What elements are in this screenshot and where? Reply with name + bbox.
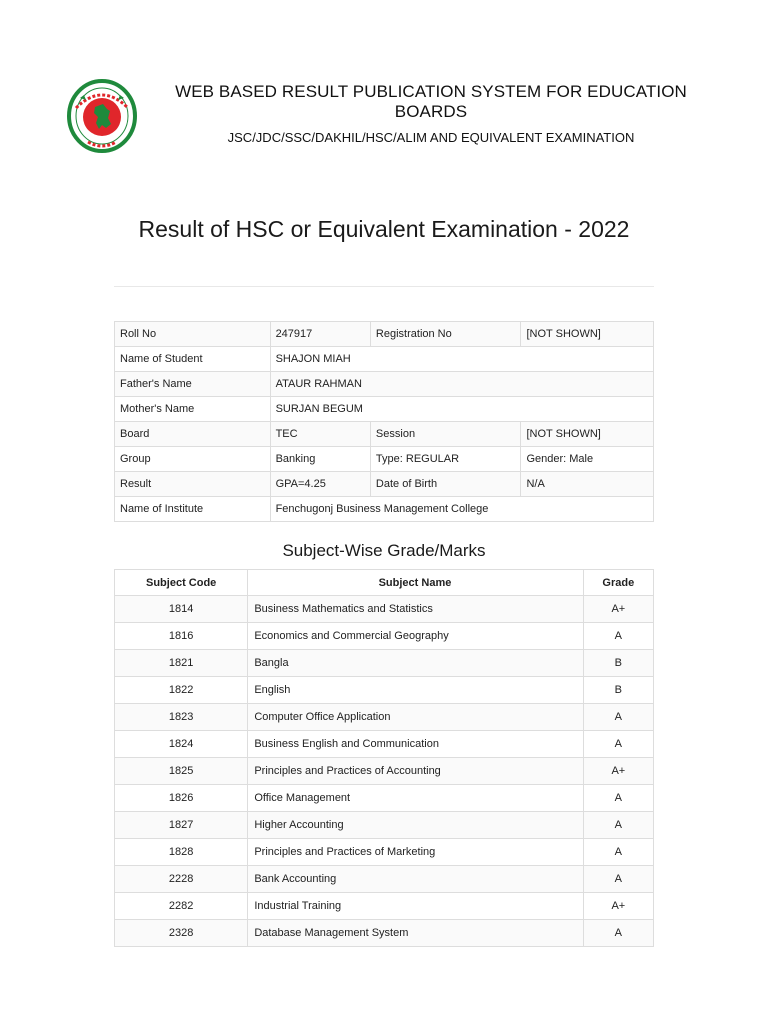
subject-grade: A: [583, 812, 653, 839]
subject-name: Principles and Practices of Marketing: [248, 839, 583, 866]
header-titles: [146, 82, 716, 146]
institute-label: Name of Institute: [115, 497, 271, 522]
father-name-value: ATAUR RAHMAN: [270, 372, 653, 397]
info-row-institute: [115, 497, 654, 522]
table-row: [115, 785, 654, 812]
subject-name: Business Mathematics and Statistics: [248, 596, 583, 623]
header-grade: Grade: [583, 570, 653, 596]
table-row: [115, 596, 654, 623]
subject-grade: A+: [583, 596, 653, 623]
subject-code: 2228: [115, 866, 248, 893]
site-header: [66, 72, 726, 162]
subject-name: Industrial Training: [248, 893, 583, 920]
subject-name: Computer Office Application: [248, 704, 583, 731]
subject-grade: A+: [583, 758, 653, 785]
group-label: Group: [115, 447, 271, 472]
subject-code: 1827: [115, 812, 248, 839]
result-value: GPA=4.25: [270, 472, 370, 497]
mother-name-value: SURJAN BEGUM: [270, 397, 653, 422]
father-name-label: Father's Name: [115, 372, 271, 397]
info-row-group: [115, 447, 654, 472]
session-label: Session: [370, 422, 521, 447]
subject-code: 1821: [115, 650, 248, 677]
site-title: WEB BASED RESULT PUBLICATION SYSTEM FOR EDUCATION BOARDS: [175, 82, 687, 121]
registration-value: [NOT SHOWN]: [521, 322, 654, 347]
subject-code: 1823: [115, 704, 248, 731]
subject-code: 1816: [115, 623, 248, 650]
header-subject-code: Subject Code: [115, 570, 248, 596]
roll-value: 247917: [270, 322, 370, 347]
subject-grade: B: [583, 677, 653, 704]
info-row-mother: [115, 397, 654, 422]
student-name-label: Name of Student: [115, 347, 271, 372]
government-seal-icon: [66, 78, 138, 154]
subject-grade: A+: [583, 893, 653, 920]
subject-name: Higher Accounting: [248, 812, 583, 839]
registration-label: Registration No: [370, 322, 521, 347]
institute-value: Fenchugonj Business Management College: [270, 497, 653, 522]
site-subtitle: JSC/JDC/SSC/DAKHIL/HSC/ALIM AND EQUIVALENT EXAMINATION: [227, 130, 635, 145]
session-value: [NOT SHOWN]: [521, 422, 654, 447]
subject-name: Bank Accounting: [248, 866, 583, 893]
info-row-name: [115, 347, 654, 372]
subject-code: 1814: [115, 596, 248, 623]
subject-name: Principles and Practices of Accounting: [248, 758, 583, 785]
subject-grade: A: [583, 866, 653, 893]
student-info-table: [114, 321, 654, 522]
subject-grade: A: [583, 731, 653, 758]
roll-label: Roll No: [115, 322, 271, 347]
board-value: TEC: [270, 422, 370, 447]
grades-section-title: Subject-Wise Grade/Marks: [282, 541, 486, 560]
subject-name: English: [248, 677, 583, 704]
subject-grade: A: [583, 623, 653, 650]
table-row: [115, 893, 654, 920]
gender: Gender: Male: [521, 447, 654, 472]
mother-name-label: Mother's Name: [115, 397, 271, 422]
header-subject-name: Subject Name: [248, 570, 583, 596]
subject-name: Business English and Communication: [248, 731, 583, 758]
table-row: [115, 920, 654, 947]
subject-code: 1828: [115, 839, 248, 866]
table-row: [115, 650, 654, 677]
subject-grade: A: [583, 785, 653, 812]
student-name-value: SHAJON MIAH: [270, 347, 653, 372]
board-label: Board: [115, 422, 271, 447]
table-row: [115, 839, 654, 866]
title-divider: [114, 286, 654, 287]
info-row-roll: [115, 322, 654, 347]
subject-code: 1822: [115, 677, 248, 704]
info-row-result: [115, 472, 654, 497]
table-row: [115, 758, 654, 785]
dob-label: Date of Birth: [370, 472, 521, 497]
info-row-father: [115, 372, 654, 397]
subject-grade: A: [583, 920, 653, 947]
exam-type: Type: REGULAR: [370, 447, 521, 472]
table-row: [115, 731, 654, 758]
table-row: [115, 704, 654, 731]
subject-name: Database Management System: [248, 920, 583, 947]
grades-header-row: [115, 570, 654, 596]
subject-code: 1826: [115, 785, 248, 812]
table-row: [115, 677, 654, 704]
table-row: [115, 866, 654, 893]
info-row-board: [115, 422, 654, 447]
page-title: Result of HSC or Equivalent Examination - 2022: [138, 216, 630, 242]
grades-table: [114, 569, 654, 947]
subject-code: 2282: [115, 893, 248, 920]
subject-code: 1825: [115, 758, 248, 785]
table-row: [115, 812, 654, 839]
subject-grade: A: [583, 704, 653, 731]
subject-code: 2328: [115, 920, 248, 947]
subject-grade: B: [583, 650, 653, 677]
subject-grade: A: [583, 839, 653, 866]
dob-value: N/A: [521, 472, 654, 497]
subject-code: 1824: [115, 731, 248, 758]
group-value: Banking: [270, 447, 370, 472]
table-row: [115, 623, 654, 650]
result-label: Result: [115, 472, 271, 497]
subject-name: Bangla: [248, 650, 583, 677]
subject-name: Office Management: [248, 785, 583, 812]
subject-name: Economics and Commercial Geography: [248, 623, 583, 650]
